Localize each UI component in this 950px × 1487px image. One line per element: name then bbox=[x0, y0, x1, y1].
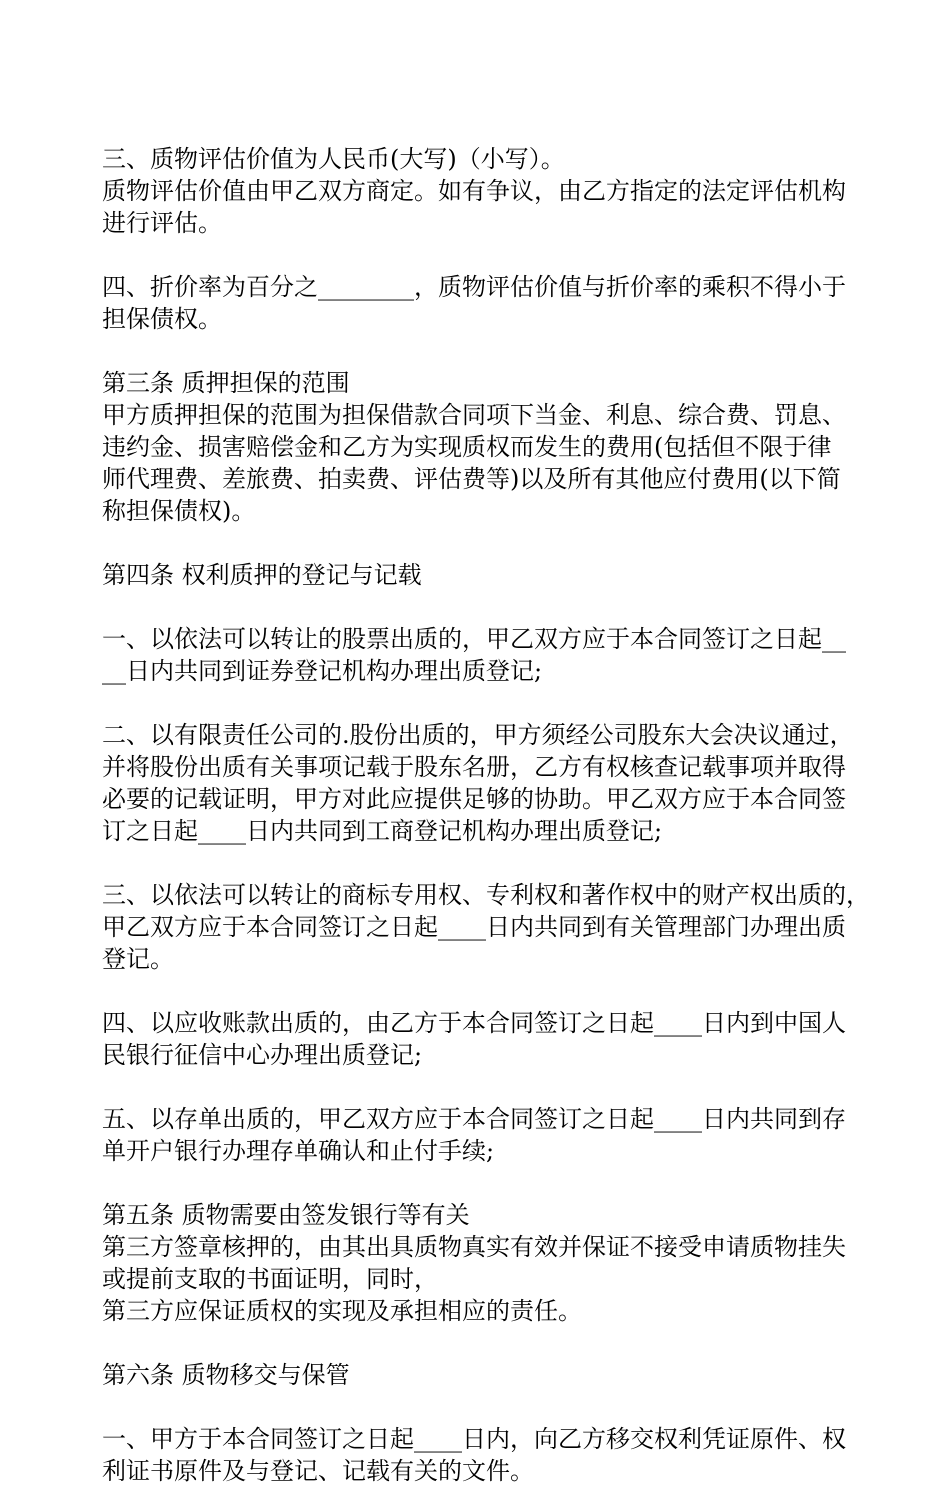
text-line: 单开户银行办理存单确认和止付手续; bbox=[102, 1137, 495, 1165]
paragraph-valuation bbox=[102, 143, 872, 239]
paragraph-ip-pledge bbox=[102, 879, 872, 975]
paragraph-gap bbox=[102, 1391, 872, 1423]
text-line: 必要的记载证明，甲方对此应提供足够的协助。甲乙双方应于本合同签 bbox=[102, 785, 846, 813]
text-line: 订之日起____日内共同到工商登记机构办理出质登记; bbox=[102, 817, 663, 845]
paragraph-gap bbox=[102, 1167, 872, 1199]
paragraph-deposit-pledge bbox=[102, 1103, 872, 1167]
section-heading: 第四条 权利质押的登记与记载 bbox=[102, 561, 422, 589]
text-line: 进行评估。 bbox=[102, 209, 222, 237]
paragraph-gap bbox=[102, 591, 872, 623]
section-heading: 第三条 质押担保的范围 bbox=[102, 369, 350, 397]
text-line: 四、以应收账款出质的，由乙方于本合同签订之日起____日内到中国人 bbox=[102, 1009, 846, 1037]
section-heading: 第五条 质物需要由签发银行等有关 bbox=[102, 1201, 470, 1229]
paragraph-discount-rate bbox=[102, 271, 872, 335]
paragraph-gap bbox=[102, 1071, 872, 1103]
text-line: 利证书原件及与登记、记载有关的文件。 bbox=[102, 1457, 534, 1485]
text-line: 登记。 bbox=[102, 945, 174, 973]
paragraph-gap bbox=[102, 1327, 872, 1359]
paragraph-gap bbox=[102, 239, 872, 271]
section-article-3 bbox=[102, 367, 872, 527]
text-line: 甲方质押担保的范围为担保借款合同项下当金、利息、综合费、罚息、 bbox=[102, 401, 846, 429]
paragraph-gap bbox=[102, 975, 872, 1007]
paragraph-stock-pledge bbox=[102, 623, 872, 687]
document-page bbox=[102, 143, 872, 1487]
text-line: 违约金、损害赔偿金和乙方为实现质权而发生的费用(包括但不限于律 bbox=[102, 433, 832, 461]
text-line: 第三方应保证质权的实现及承担相应的责任。 bbox=[102, 1297, 582, 1325]
text-line: __日内共同到证券登记机构办理出质登记; bbox=[102, 657, 543, 685]
text-line: 二、以有限责任公司的.股份出质的，甲方须经公司股东大会决议通过， bbox=[102, 721, 854, 749]
text-line: 师代理费、差旅费、拍卖费、评估费等)以及所有其他应付费用(以下简 bbox=[102, 465, 841, 493]
text-line: 五、以存单出质的，甲乙双方应于本合同签订之日起____日内共同到存 bbox=[102, 1105, 846, 1133]
section-heading: 第六条 质物移交与保管 bbox=[102, 1361, 350, 1389]
text-line: 四、折价率为百分之________，质物评估价值与折价率的乘积不得小于 bbox=[102, 273, 846, 301]
text-line: 质物评估价值由甲乙双方商定。如有争议，由乙方指定的法定评估机构 bbox=[102, 177, 846, 205]
section-article-4 bbox=[102, 559, 872, 591]
text-line: 称担保债权)。 bbox=[102, 497, 256, 525]
paragraph-gap bbox=[102, 527, 872, 559]
paragraph-pledge-transfer bbox=[102, 1423, 872, 1487]
paragraph-share-pledge bbox=[102, 719, 872, 847]
text-line: 三、以依法可以转让的商标专用权、专利权和著作权中的财产权出质的， bbox=[102, 881, 870, 909]
paragraph-gap bbox=[102, 335, 872, 367]
paragraph-gap bbox=[102, 847, 872, 879]
text-line: 一、甲方于本合同签订之日起____日内，向乙方移交权利凭证原件、权 bbox=[102, 1425, 846, 1453]
section-article-5 bbox=[102, 1199, 872, 1327]
text-line: 一、以依法可以转让的股票出质的，甲乙双方应于本合同签订之日起__ bbox=[102, 625, 846, 653]
text-line: 第三方签章核押的，由其出具质物真实有效并保证不接受申请质物挂失 bbox=[102, 1233, 846, 1261]
text-line: 民银行征信中心办理出质登记; bbox=[102, 1041, 423, 1069]
text-line: 甲乙双方应于本合同签订之日起____日内共同到有关管理部门办理出质 bbox=[102, 913, 846, 941]
text-line: 担保债权。 bbox=[102, 305, 222, 333]
paragraph-receivables-pledge bbox=[102, 1007, 872, 1071]
text-line: 或提前支取的书面证明，同时， bbox=[102, 1265, 438, 1293]
text-line: 三、质物评估价值为人民币(大写)（小写）。 bbox=[102, 145, 565, 173]
section-article-6 bbox=[102, 1359, 872, 1391]
text-line: 并将股份出质有关事项记载于股东名册，乙方有权核查记载事项并取得 bbox=[102, 753, 846, 781]
paragraph-gap bbox=[102, 687, 872, 719]
